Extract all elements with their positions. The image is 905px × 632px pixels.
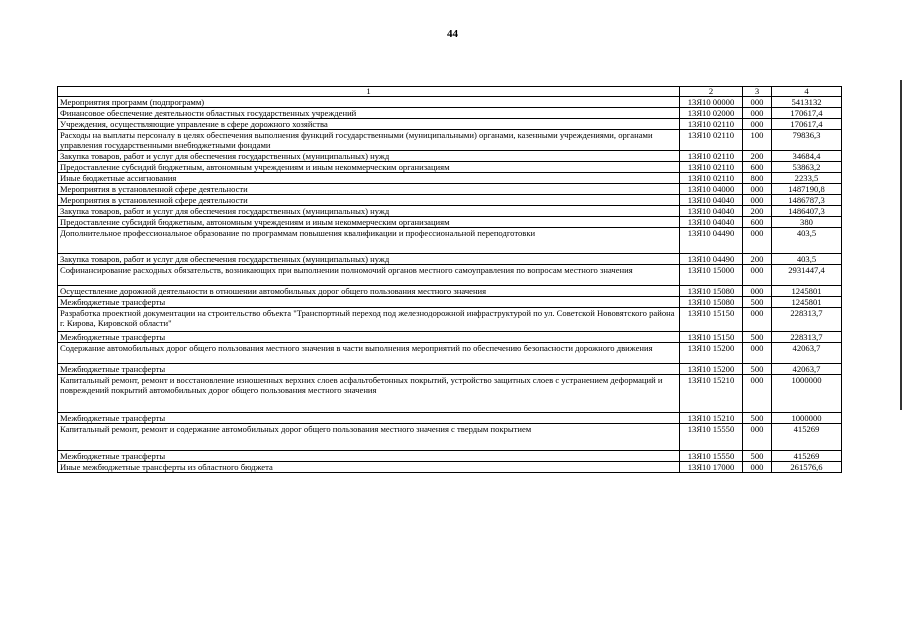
row-type-cell: 000 <box>743 119 772 130</box>
row-sum-cell: 34684,4 <box>772 151 842 162</box>
table-row <box>58 308 842 332</box>
row-type-cell: 600 <box>743 217 772 228</box>
table-row <box>58 228 842 254</box>
table-row <box>58 195 842 206</box>
page-number: 44 <box>447 28 458 40</box>
row-type-cell: 500 <box>743 451 772 462</box>
table-row <box>58 173 842 184</box>
row-code-cell: 13Я10 15150 <box>680 332 743 343</box>
table-header-row <box>58 87 842 97</box>
row-sum-cell: 380 <box>772 217 842 228</box>
row-sum-cell: 1000000 <box>772 413 842 424</box>
row-name-cell: Капитальный ремонт, ремонт и содержание автомобильных дорог общего пользования местного значения с твердым покрытием <box>58 424 680 451</box>
header-col-3: 3 <box>743 87 772 97</box>
row-type-cell: 000 <box>743 97 772 108</box>
row-name-cell: Предоставление субсидий бюджетным, автономным учреждениям и иным некоммерческим организациям <box>58 162 680 173</box>
row-sum-cell: 79836,3 <box>772 130 842 151</box>
row-type-cell: 500 <box>743 297 772 308</box>
row-name-cell: Межбюджетные трансферты <box>58 297 680 308</box>
table-row <box>58 162 842 173</box>
row-code-cell: 13Я10 15210 <box>680 413 743 424</box>
row-sum-cell: 1245801 <box>772 297 842 308</box>
row-sum-cell: 1000000 <box>772 375 842 413</box>
row-sum-cell: 42063,7 <box>772 343 842 364</box>
table-row <box>58 119 842 130</box>
row-sum-cell: 42063,7 <box>772 364 842 375</box>
row-name-cell: Софинансирование расходных обязательств, возникающих при выполнении полномочий органов местного самоуправления по вопросам местного значения <box>58 265 680 286</box>
row-code-cell: 13Я10 04040 <box>680 195 743 206</box>
header-col-2: 2 <box>680 87 743 97</box>
row-type-cell: 000 <box>743 228 772 254</box>
table-row <box>58 151 842 162</box>
table-row <box>58 130 842 151</box>
budget-table <box>57 86 842 473</box>
row-type-cell: 000 <box>743 286 772 297</box>
row-sum-cell: 403,5 <box>772 228 842 254</box>
table-row <box>58 206 842 217</box>
row-name-cell: Финансовое обеспечение деятельности областных государственных учреждений <box>58 108 680 119</box>
row-sum-cell: 1245801 <box>772 286 842 297</box>
row-type-cell: 000 <box>743 265 772 286</box>
row-type-cell: 200 <box>743 206 772 217</box>
header-col-4: 4 <box>772 87 842 97</box>
row-code-cell: 13Я10 15200 <box>680 343 743 364</box>
row-code-cell: 13Я10 15550 <box>680 424 743 451</box>
table-row <box>58 108 842 119</box>
row-name-cell: Закупка товаров, работ и услуг для обеспечения государственных (муниципальных) нужд <box>58 206 680 217</box>
table-row <box>58 332 842 343</box>
row-sum-cell: 5413132 <box>772 97 842 108</box>
row-type-cell: 000 <box>743 308 772 332</box>
table-row <box>58 364 842 375</box>
row-name-cell: Разработка проектной документации на строительство объекта "Транспортный переход под железнодорожной инфраструктурой по ул. Советской Нововятского района г. Кирова, Кировской области" <box>58 308 680 332</box>
scan-edge-line <box>900 80 902 410</box>
row-code-cell: 13Я10 02110 <box>680 119 743 130</box>
table-row <box>58 413 842 424</box>
row-sum-cell: 228313,7 <box>772 332 842 343</box>
row-type-cell: 800 <box>743 173 772 184</box>
table-row <box>58 297 842 308</box>
table-row <box>58 184 842 195</box>
row-name-cell: Межбюджетные трансферты <box>58 332 680 343</box>
row-sum-cell: 403,5 <box>772 254 842 265</box>
row-type-cell: 200 <box>743 151 772 162</box>
row-sum-cell: 1486407,3 <box>772 206 842 217</box>
row-type-cell: 000 <box>743 424 772 451</box>
row-code-cell: 13Я10 02110 <box>680 162 743 173</box>
row-name-cell: Иные межбюджетные трансферты из областного бюджета <box>58 462 680 473</box>
row-name-cell: Иные бюджетные ассигнования <box>58 173 680 184</box>
row-name-cell: Межбюджетные трансферты <box>58 364 680 375</box>
table-row <box>58 217 842 228</box>
row-name-cell: Осуществление дорожной деятельности в отношении автомобильных дорог общего пользования местного значения <box>58 286 680 297</box>
row-code-cell: 13Я10 15200 <box>680 364 743 375</box>
row-name-cell: Расходы на выплаты персоналу в целях обеспечения выполнения функций государственными (муниципальными) органами, казенными учреждениями, органами управления государственными внебюджетными фондами <box>58 130 680 151</box>
row-code-cell: 13Я10 04000 <box>680 184 743 195</box>
row-name-cell: Закупка товаров, работ и услуг для обеспечения государственных (муниципальных) нужд <box>58 151 680 162</box>
row-code-cell: 13Я10 02110 <box>680 130 743 151</box>
row-type-cell: 500 <box>743 413 772 424</box>
row-name-cell: Содержание автомобильных дорог общего пользования местного значения в части выполнения мероприятий по обеспечению безопасности дорожного движения <box>58 343 680 364</box>
row-name-cell: Мероприятия программ (подпрограмм) <box>58 97 680 108</box>
row-code-cell: 13Я10 04040 <box>680 217 743 228</box>
row-name-cell: Капитальный ремонт, ремонт и восстановление изношенных верхних слоев асфальтобетонных покрытий, устройство защитных слоев с устранением деформаций и повреждений покрытий автомобильных дорог общего пользования местного значения <box>58 375 680 413</box>
header-col-1: 1 <box>58 87 680 97</box>
table-row <box>58 254 842 265</box>
row-name-cell: Предоставление субсидий бюджетным, автономным учреждениям и иным некоммерческим организациям <box>58 217 680 228</box>
row-code-cell: 13Я10 02110 <box>680 151 743 162</box>
row-name-cell: Дополнительное профессиональное образование по программам повышения квалификации и профессиональной переподготовки <box>58 228 680 254</box>
row-sum-cell: 1487190,8 <box>772 184 842 195</box>
row-name-cell: Мероприятия в установленной сфере деятельности <box>58 184 680 195</box>
row-code-cell: 13Я10 15550 <box>680 451 743 462</box>
row-type-cell: 000 <box>743 375 772 413</box>
row-sum-cell: 415269 <box>772 451 842 462</box>
row-code-cell: 13Я10 15150 <box>680 308 743 332</box>
row-sum-cell: 53863,2 <box>772 162 842 173</box>
table-body <box>58 97 842 473</box>
row-code-cell: 13Я10 17000 <box>680 462 743 473</box>
row-sum-cell: 170617,4 <box>772 108 842 119</box>
row-sum-cell: 228313,7 <box>772 308 842 332</box>
row-type-cell: 000 <box>743 108 772 119</box>
row-sum-cell: 170617,4 <box>772 119 842 130</box>
row-type-cell: 500 <box>743 364 772 375</box>
row-name-cell: Межбюджетные трансферты <box>58 451 680 462</box>
table-row <box>58 97 842 108</box>
row-type-cell: 000 <box>743 184 772 195</box>
row-type-cell: 000 <box>743 195 772 206</box>
row-type-cell: 500 <box>743 332 772 343</box>
row-sum-cell: 2233,5 <box>772 173 842 184</box>
row-name-cell: Учреждения, осуществляющие управление в сфере дорожного хозяйства <box>58 119 680 130</box>
row-name-cell: Мероприятия в установленной сфере деятельности <box>58 195 680 206</box>
row-type-cell: 000 <box>743 462 772 473</box>
row-code-cell: 13Я10 00000 <box>680 97 743 108</box>
row-type-cell: 600 <box>743 162 772 173</box>
row-code-cell: 13Я10 04490 <box>680 228 743 254</box>
row-code-cell: 13Я10 15080 <box>680 286 743 297</box>
row-name-cell: Межбюджетные трансферты <box>58 413 680 424</box>
table-row <box>58 286 842 297</box>
row-code-cell: 13Я10 15210 <box>680 375 743 413</box>
row-code-cell: 13Я10 04490 <box>680 254 743 265</box>
row-code-cell: 13Я10 15080 <box>680 297 743 308</box>
row-code-cell: 13Я10 04040 <box>680 206 743 217</box>
row-sum-cell: 261576,6 <box>772 462 842 473</box>
table-row <box>58 343 842 364</box>
row-sum-cell: 1486787,3 <box>772 195 842 206</box>
row-code-cell: 13Я10 02000 <box>680 108 743 119</box>
row-name-cell: Закупка товаров, работ и услуг для обеспечения государственных (муниципальных) нужд <box>58 254 680 265</box>
row-code-cell: 13Я10 02110 <box>680 173 743 184</box>
table-row <box>58 462 842 473</box>
row-type-cell: 100 <box>743 130 772 151</box>
table-row <box>58 424 842 451</box>
table-row <box>58 375 842 413</box>
row-type-cell: 000 <box>743 343 772 364</box>
row-sum-cell: 2931447,4 <box>772 265 842 286</box>
row-code-cell: 13Я10 15000 <box>680 265 743 286</box>
table-row <box>58 451 842 462</box>
row-sum-cell: 415269 <box>772 424 842 451</box>
row-type-cell: 200 <box>743 254 772 265</box>
table-row <box>58 265 842 286</box>
